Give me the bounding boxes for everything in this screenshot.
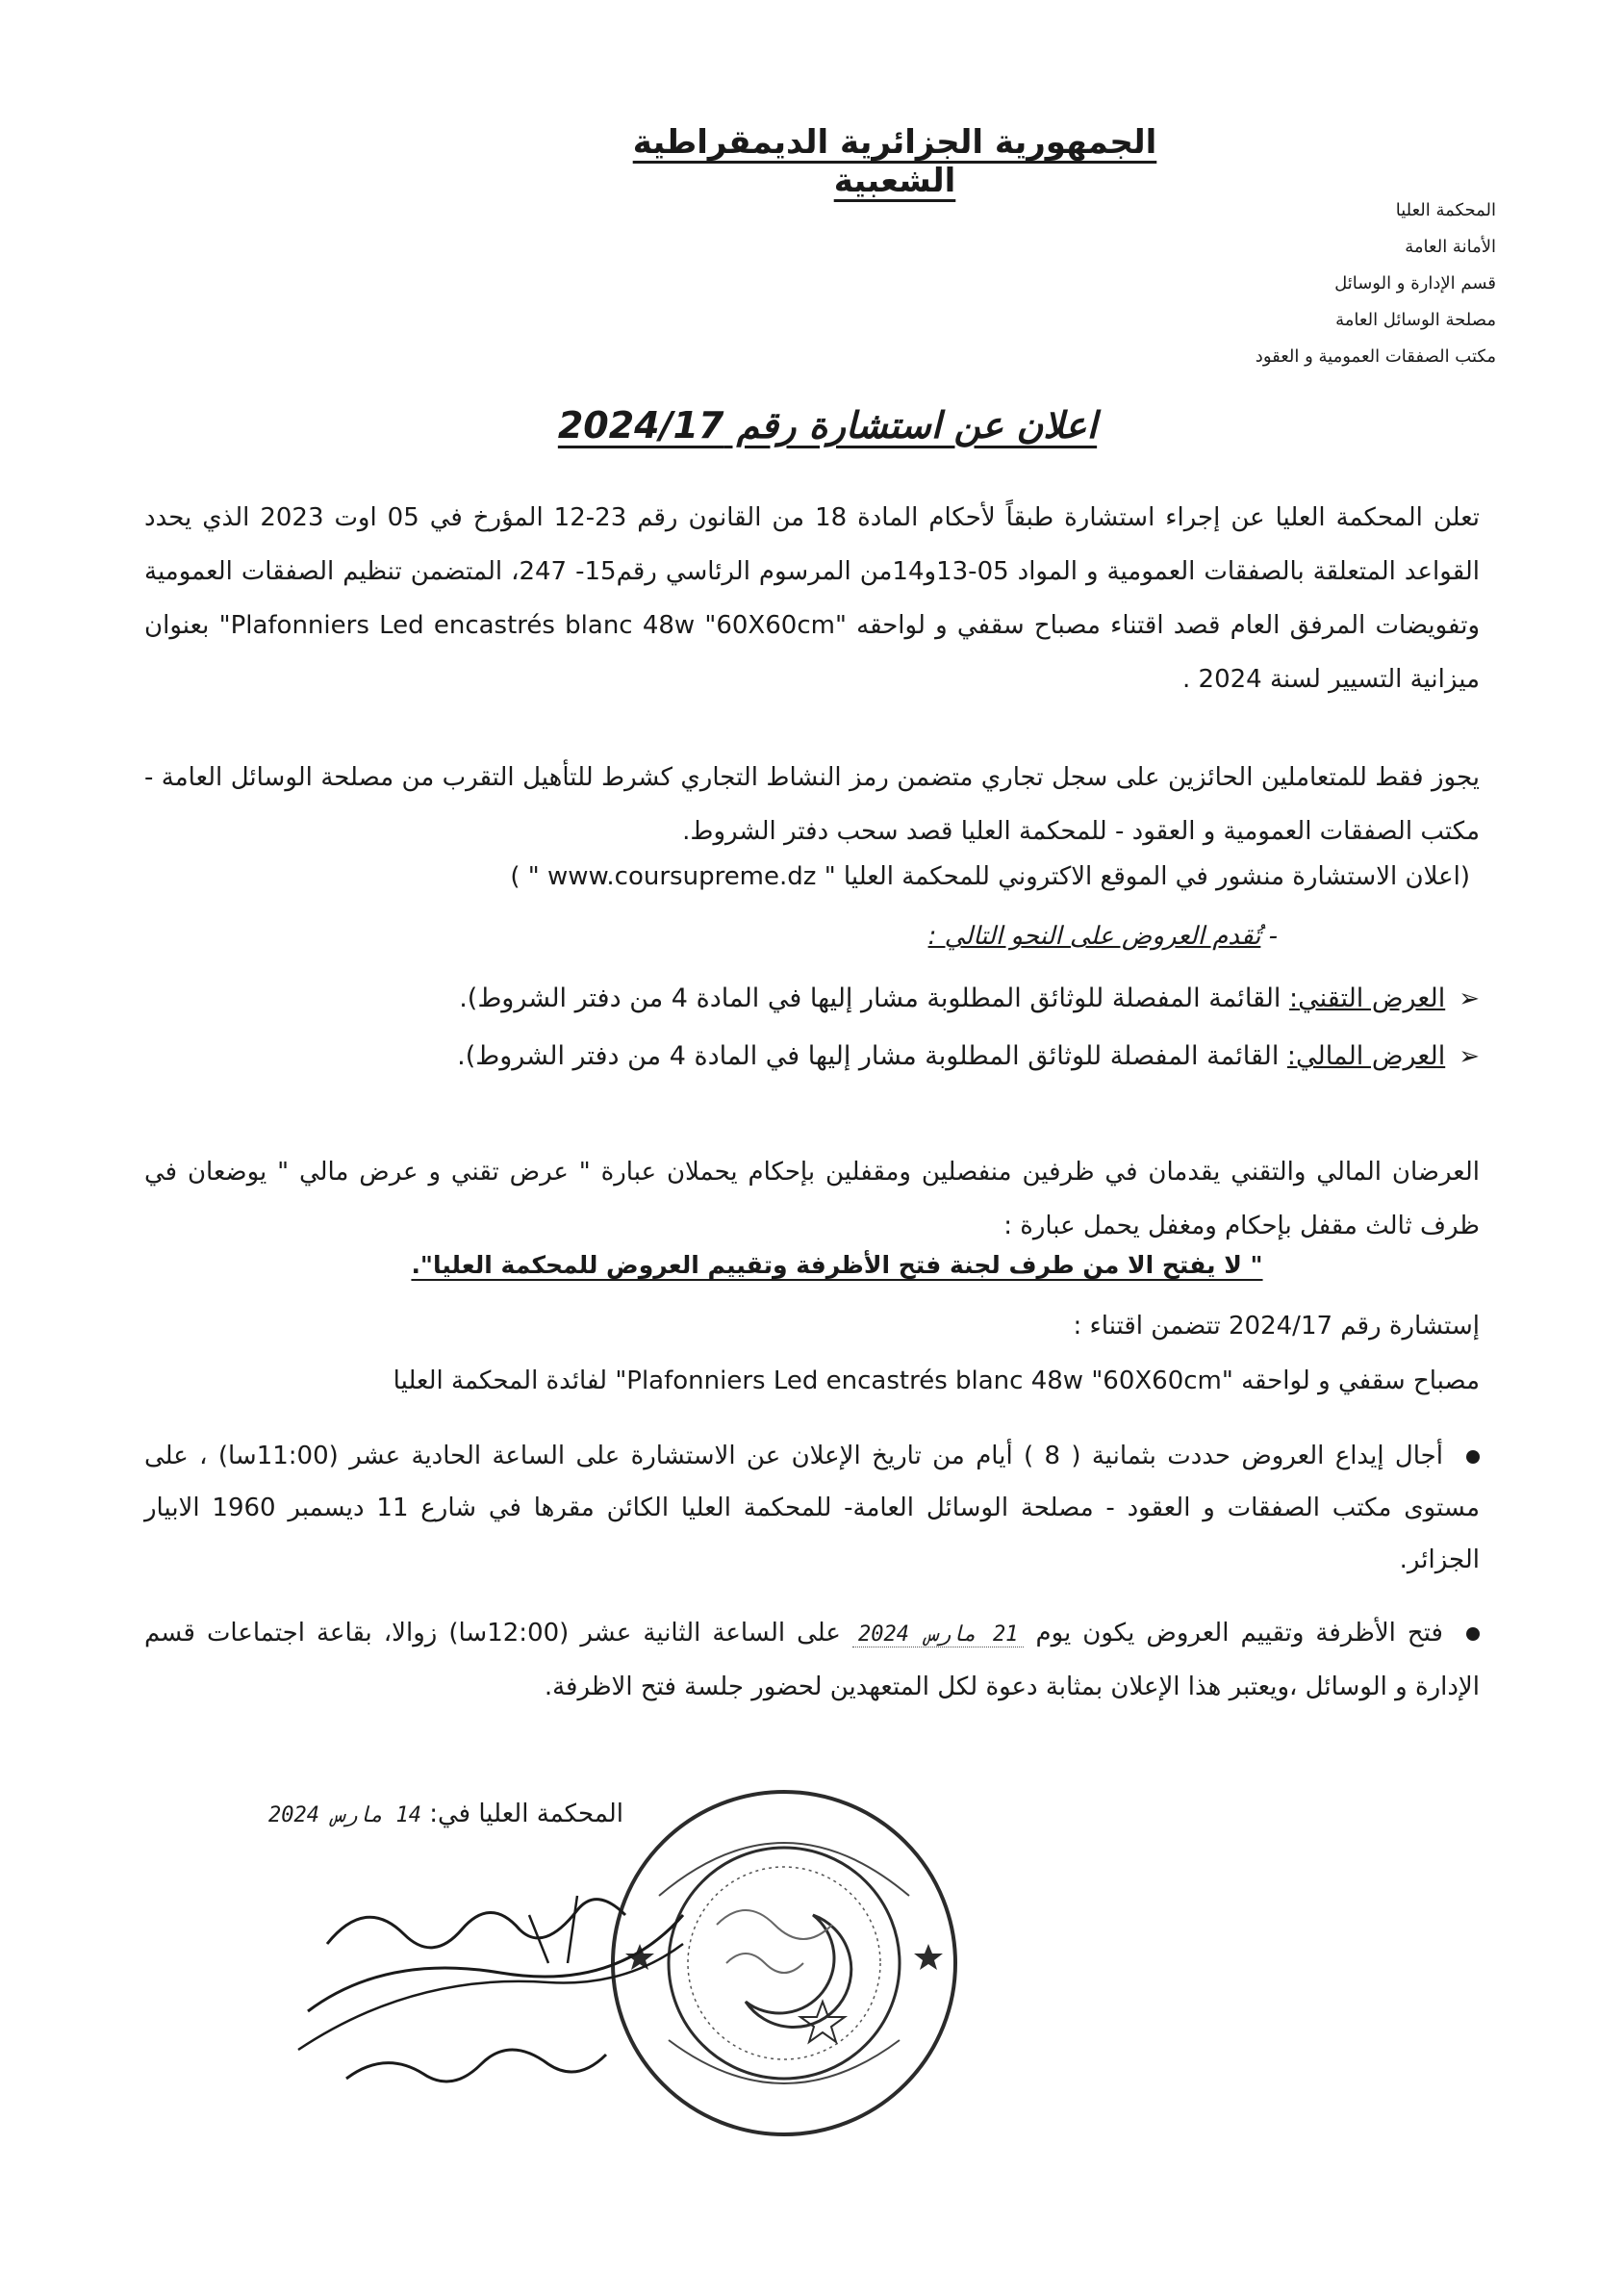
deadline-bullet [144, 1430, 1480, 1586]
deadline-text: أجال إيداع العروض حددت بثمانية ( 8 ) أيام من تاريخ الإعلان عن الاستشارة على الساعة الحادية عشر (11:00سا) ، على مستوى مكتب الصفقات و العقود - مصلحة الوسائل العامة- للمحكمة العليا الكائن مقرها في شارع 11 ديسمبر 1960 الابيار الجزائر. [144, 1442, 1480, 1574]
republic-heading: الجمهورية الجزائرية الديمقراطية الشعبية [632, 123, 1157, 200]
org-line: الأمانة العامة [1405, 237, 1496, 257]
product-line: مصباح سقفي و لواحقه "Plafonniers Led encastrés blanc 48w "60X60cm" لفائدة المحكمة العليا [393, 1366, 1480, 1395]
signature-place-date [268, 1800, 623, 1828]
opening-text-before: فتح الأظرفة وتقييم العروض يكون يوم [1035, 1619, 1443, 1647]
financial-offer-label: العرض المالي: [1286, 1041, 1446, 1071]
intro-paragraph: تعلن المحكمة العليا عن إجراء استشارة طبقاً لأحكام المادة 18 من القانون رقم 23-12 المؤرخ في 05 اوت 2023 الذي يحدد القواعد المتعلقة بالصفقات العمومية و المواد 05-13و14من المرسوم الرئاسي رقم15- 247، المتضمن تنظيم الصفقات العمومية وتفويضات المرفق العام قصد اقتناء مصباح سقفي و لواحقه "Plafonniers Led encastrés blanc 48w "60X60cm" بعنوان ميزانية التسيير لسنة 2024 . [144, 503, 1481, 694]
announcement-title: اعلان عن استشارة رقم 2024/17 [557, 404, 1098, 447]
offers-presentation-line [144, 922, 1278, 951]
bullet-icon [1466, 1450, 1480, 1464]
org-line: مصلحة الوسائل العامة [1335, 310, 1496, 330]
arrow-icon: ➢ [1459, 1042, 1480, 1071]
technical-offer-label: العرض التقني: [1289, 983, 1446, 1013]
bullet-icon [1466, 1627, 1480, 1641]
arrow-icon: ➢ [1459, 984, 1480, 1013]
financial-offer-item [144, 1041, 1480, 1071]
signature-place: المحكمة العليا في: [429, 1800, 623, 1828]
offers-presentation-text: تُقدم العروض على النحو التالي : [927, 922, 1261, 951]
opening-bullet [144, 1607, 1480, 1713]
financial-offer-text: القائمة المفصلة للوثائق المطلوبة مشار إليها في المادة 4 من دفتر الشروط). [457, 1041, 1287, 1071]
opening-text-after: على الساعة الثانية عشر (12:00سا) زوالا، بقاعة اجتماعات قسم الإدارة و الوسائل ،ويعتبر هذا الإعلان بمثابة دعوة لكل المتعهدين لحضور جلسة فتح الاظرفة. [144, 1619, 1480, 1701]
signature-date: 14 مارس 2024 [268, 1803, 421, 1827]
technical-offer-item [144, 983, 1480, 1013]
eligibility-paragraph: يجوز فقط للمتعاملين الحائزين على سجل تجاري متضمن رمز النشاط التجاري كشرط للتأهيل التقرب من مصلحة الوسائل العامة - مكتب الصفقات العمومية و العقود - للمحكمة العليا قصد سحب دفتر الشروط. [144, 763, 1480, 846]
consultation-line: إستشارة رقم 2024/17 تتضمن اقتناء : [1073, 1312, 1480, 1341]
org-line: المحكمة العليا [1395, 200, 1496, 220]
dash: - [1268, 922, 1278, 951]
org-line: قسم الإدارة و الوسائل [1334, 273, 1496, 294]
org-line: مكتب الصفقات العمومية و العقود [1255, 346, 1496, 367]
envelopes-paragraph: العرضان المالي والتقني يقدمان في ظرفين منفصلين ومقفلين بإحكام يحملان عبارة " عرض تقني و عرض مالي " يوضعان في ظرف ثالث مقفل بإحكام ومغفل يحمل عبارة : [144, 1158, 1480, 1240]
opening-date: 21 مارس 2024 [852, 1622, 1024, 1647]
technical-offer-text: القائمة المفصلة للوثائق المطلوبة مشار إليها في المادة 4 من دفتر الشروط). [459, 983, 1290, 1013]
handwritten-signature-icon [289, 1857, 693, 2107]
website-line: (اعلان الاستشارة منشور في الموقع الاكتروني للمحكمة العليا " www.coursupreme.dz " ) [510, 862, 1470, 891]
organization-block [996, 192, 1496, 375]
envelope-inscription: " لا يفتح الا من طرف لجنة فتح الأظرفة وتقييم العروض للمحكمة العليا". [411, 1251, 1263, 1279]
